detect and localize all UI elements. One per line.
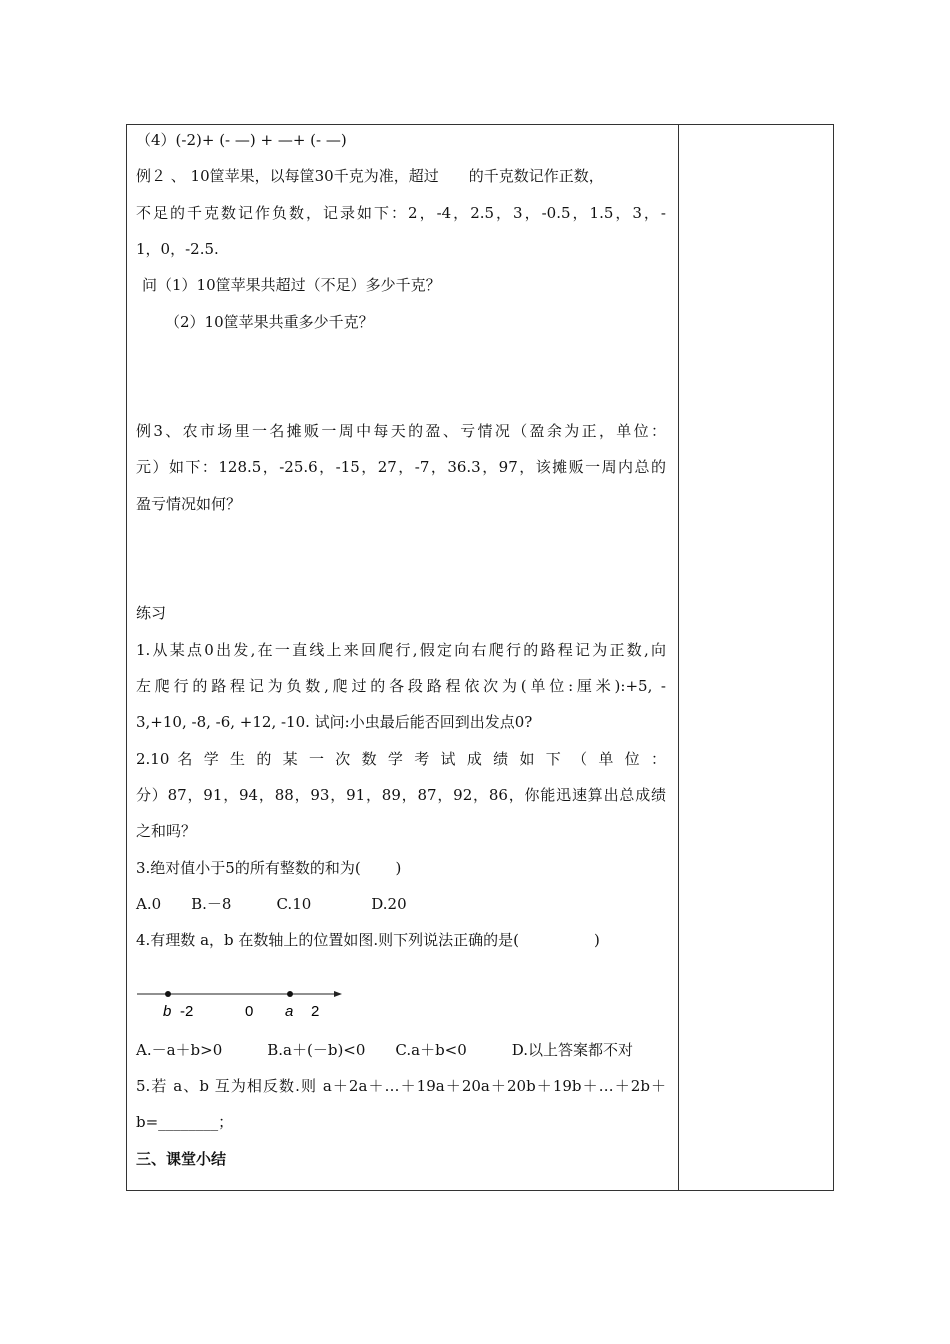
example-2-line-1: 例２ 、 10筐苹果，以每筐30千克为准，超过 的千克数记作正数， <box>136 167 604 185</box>
point-a <box>287 991 293 997</box>
practice-2-line-3: 之和吗？ <box>136 822 197 840</box>
practice-1-line-2: 左爬行的路程记为负数,爬过的各段路程依次为(单位:厘米):+5, - <box>136 677 666 695</box>
label-b: b <box>163 1003 172 1020</box>
example-3-line-2: 元）如下：128.5，-25.6，-15，27，-7，36.3，97，该摊贩一周内总的 <box>136 458 666 476</box>
point-b <box>165 991 171 997</box>
practice-3-options: A.0 B.－8 C.10 D.20 <box>136 895 407 913</box>
practice-4-options: A.－a＋b>0 B.a＋(－b)<0 C.a＋b<0 D.以上答案都不对 <box>136 1041 634 1059</box>
number-line-arrow <box>334 991 342 997</box>
label-neg2: -2 <box>180 1003 194 1020</box>
example-3-line-1: 例3、农市场里一名摊贩一周中每天的盈、亏情况（盈余为正，单位： <box>136 422 666 440</box>
practice-1-line-3: 3,+10, -8, -6, +12, -10. 试问:小虫最后能否回到出发点0? <box>136 713 533 731</box>
example-2-line-3: 1，0，-2.5. <box>136 240 219 258</box>
practice-heading: 练习 <box>136 604 167 622</box>
section-summary-heading: 三、课堂小结 <box>136 1150 227 1168</box>
label-a: a <box>285 1003 294 1020</box>
number-line-figure <box>135 983 345 1023</box>
practice-2-line-2: 分）87，91，94，88，93，91，89，87，92，86，你能迅速算出总成绩 <box>136 786 666 804</box>
practice-1-line-1: 1.从某点0出发,在一直线上来回爬行,假定向右爬行的路程记为正数,向 <box>136 641 666 659</box>
practice-4: 4.有理数 a，b 在数轴上的位置如图.则下列说法正确的是( ) <box>136 931 600 949</box>
example-3-line-3: 盈亏情况如何？ <box>136 495 242 513</box>
practice-5-line-2: b=________； <box>136 1113 234 1131</box>
label-zero: 0 <box>245 1003 254 1020</box>
exercise-4: （4）(-2)+ (- —) + —+ (- —) <box>136 131 347 149</box>
label-2: 2 <box>311 1003 320 1020</box>
practice-2-line-1: 2.10 名 学 生 的 某 一 次 数 学 考 试 成 绩 如 下 （ 单 位 ： <box>136 750 666 768</box>
practice-3: 3.绝对值小于5的所有整数的和为( ) <box>136 859 402 877</box>
example-2-question-2: （2）10筐苹果共重多少千克？ <box>165 313 374 331</box>
lesson-table <box>126 124 834 1191</box>
example-2-question-1: 问（1）10筐苹果共超过（不足）多少千克？ <box>142 276 441 294</box>
practice-5-line-1: 5.若 a、b 互为相反数.则 a＋2a＋…＋19a＋20a＋20b＋19b＋…＋2b＋ <box>136 1077 666 1095</box>
column-divider <box>678 125 679 1190</box>
example-2-line-2: 不足的千克数记作负数，记录如下：2，-4，2.5，3，-0.5，1.5，3，- <box>136 204 666 222</box>
